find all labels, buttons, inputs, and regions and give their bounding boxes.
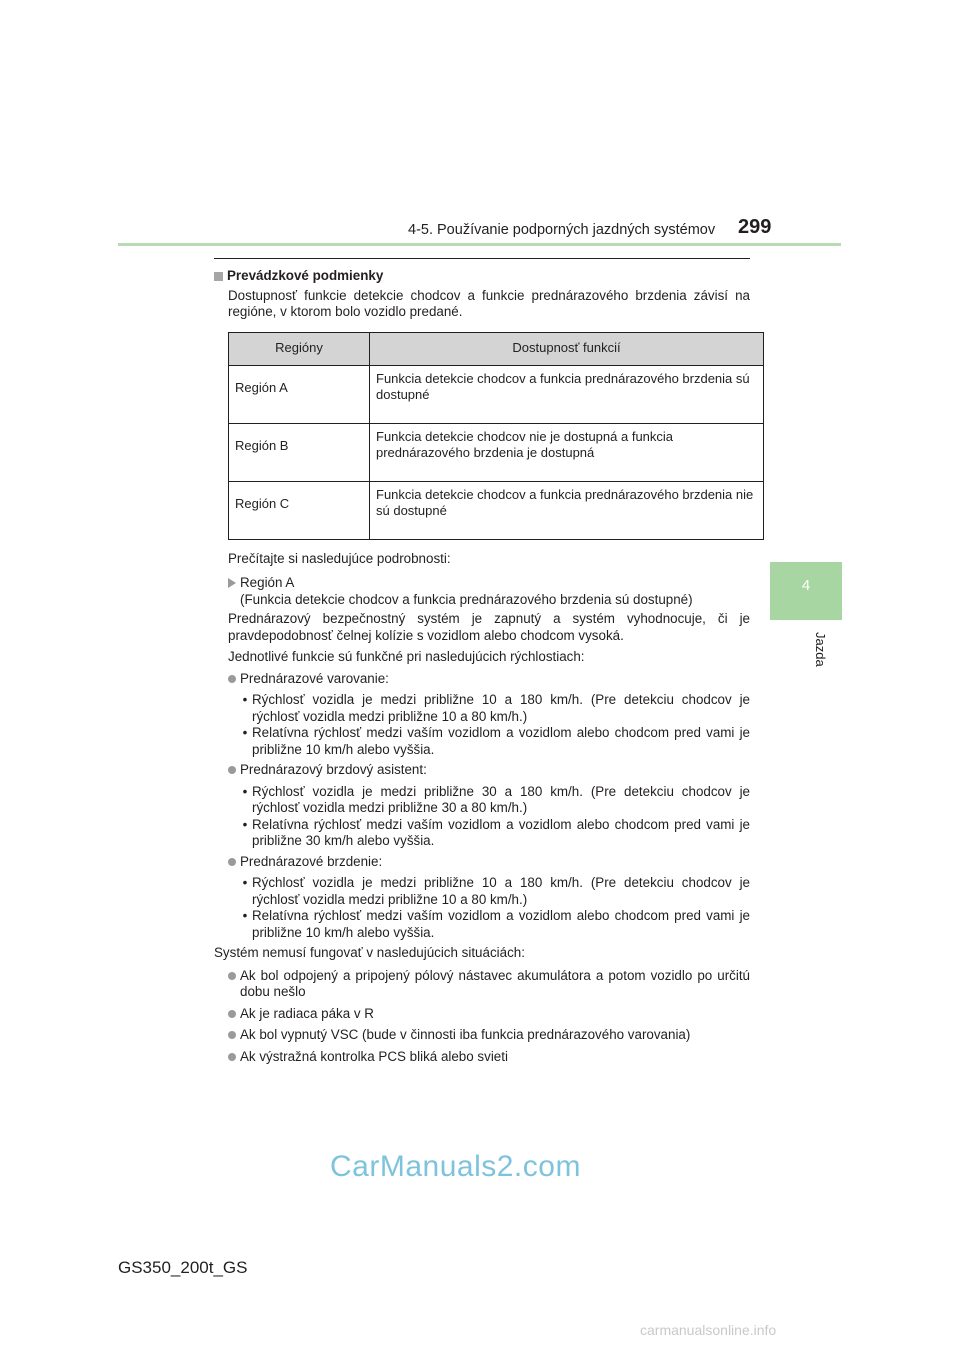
- table-header-availability: Dostupnosť funkcií: [370, 332, 764, 365]
- sub-list-text: Relatívna rýchlosť medzi vaším vozidlom a vozidlom alebo chodcom pred vami je približne 30 km/h alebo vyššia.: [252, 816, 750, 848]
- sub-list-text: Rýchlosť vozidla je medzi približne 10 a 180 km/h. (Pre detekciu chodcov je rýchlosť vozidla medzi približne 10 a 80 km/h.): [252, 875, 750, 907]
- table-cell-region: Región B: [229, 423, 370, 481]
- bullet-dot-icon: [228, 1031, 236, 1039]
- system-paragraph: Prednárazový bezpečnostný systém je zapnutý a systém vyhodnocuje, či je pravdepodobnosť čelnej kolízie s vozidlom alebo chodcom vysoká.: [228, 611, 750, 643]
- bullet-dot-icon: [228, 972, 236, 980]
- bullet-dot-icon: [228, 858, 236, 866]
- table-row: [229, 423, 764, 481]
- list-item: [214, 1006, 750, 1023]
- chapter-label: Jazda: [813, 632, 828, 667]
- table-cell-region: Región A: [229, 365, 370, 423]
- region-a-subtitle: (Funkcia detekcie chodcov a funkcia prednárazového brzdenia sú dostupné): [240, 591, 693, 607]
- table-cell-region: Región C: [229, 481, 370, 539]
- regions-table: [228, 332, 764, 540]
- content-divider: [214, 258, 750, 259]
- list-item: [214, 1049, 750, 1066]
- table-row: [229, 481, 764, 539]
- footer-watermark: carmanualsonline.info: [640, 1322, 777, 1338]
- sub-list-item: • Rýchlosť vozidla je medzi približne 10 a 180 km/h. (Pre detekciu chodcov je rýchlosť vozidla medzi približne 10 a 80 km/h.): [242, 692, 750, 724]
- list-item: [214, 762, 750, 779]
- section-heading: [214, 268, 750, 285]
- sub-list-text: Relatívna rýchlosť medzi vaším vozidlom a vozidlom alebo chodcom pred vami je približne 10 km/h alebo vyššia.: [252, 725, 750, 757]
- bullet-dot-icon: [228, 675, 236, 683]
- sub-list-item: • Relatívna rýchlosť medzi vaším vozidlom a vozidlom alebo chodcom pred vami je približne 10 km/h alebo vyššia.: [242, 908, 750, 940]
- list-item: [214, 1027, 750, 1044]
- situation-text: Ak bol vypnutý VSC (bude v činnosti iba funkcia prednárazového varovania): [240, 1027, 691, 1042]
- list-item: [214, 854, 750, 871]
- sub-list-item: • Relatívna rýchlosť medzi vaším vozidlom a vozidlom alebo chodcom pred vami je približne 30 km/h alebo vyššia.: [242, 816, 750, 848]
- bullet-dot-icon: [228, 1053, 236, 1061]
- list-item: [214, 968, 750, 1001]
- table-header-row: [229, 332, 764, 365]
- arrow-right-icon: [228, 578, 236, 588]
- situation-text: Ak je radiaca páka v R: [240, 1005, 374, 1021]
- not-work-paragraph: Systém nemusí fungovať v nasledujúcich situáciách:: [214, 945, 525, 960]
- chapter-number: 4: [801, 577, 811, 594]
- speeds-paragraph: Jednotlivé funkcie sú funkčné pri nasledujúcich rýchlostiach:: [228, 649, 585, 664]
- function-details: [214, 784, 750, 850]
- main-content: [214, 268, 754, 1070]
- footer-model-code: GS350_200t_GS: [118, 1258, 248, 1277]
- sub-list-text: Rýchlosť vozidla je medzi približne 10 a 180 km/h. (Pre detekciu chodcov je rýchlosť vozidla medzi približne 10 a 80 km/h.): [252, 692, 750, 724]
- function-title: Prednárazový brzdový asistent:: [240, 762, 427, 777]
- function-details: [214, 692, 750, 758]
- square-bullet-icon: [214, 272, 223, 281]
- header-divider: [118, 243, 841, 246]
- function-details: [214, 875, 750, 941]
- situation-text: Ak výstražná kontrolka PCS bliká alebo svieti: [240, 1048, 508, 1064]
- section-title: 4-5. Používanie podporných jazdných systémov: [408, 222, 716, 238]
- sub-list-item: • Relatívna rýchlosť medzi vaším vozidlom a vozidlom alebo chodcom pred vami je približne 10 km/h alebo vyššia.: [242, 725, 750, 757]
- function-title: Prednárazové brzdenie:: [240, 853, 383, 869]
- watermark-logo[interactable]: CarManuals2.com: [330, 1150, 581, 1183]
- page-number: 299: [738, 216, 772, 238]
- situation-text: Ak bol odpojený a pripojený pólový nástavec akumulátora a potom vozidlo po určitú dobu nešlo: [240, 967, 750, 999]
- read-more-text: Prečítajte si nasledujúce podrobnosti:: [228, 550, 451, 566]
- sub-list-text: Relatívna rýchlosť medzi vaším vozidlom a vozidlom alebo chodcom pred vami je približne 10 km/h alebo vyššia.: [252, 908, 750, 940]
- function-title: Prednárazové varovanie:: [240, 670, 389, 686]
- table-cell-availability: Funkcia detekcie chodcov a funkcia prednárazového brzdenia nie sú dostupné: [370, 481, 764, 539]
- region-a-title: Región A: [240, 575, 295, 590]
- list-item: [214, 671, 750, 688]
- table-cell-availability: Funkcia detekcie chodcov a funkcia prednárazového brzdenia sú dostupné: [370, 365, 764, 423]
- sub-list-text: Rýchlosť vozidla je medzi približne 30 a 180 km/h. (Pre detekciu chodcov je rýchlosť vozidla medzi približne 30 a 80 km/h.): [252, 783, 750, 815]
- table-row: [229, 365, 764, 423]
- table-cell-availability: Funkcia detekcie chodcov nie je dostupná a funkcia prednárazového brzdenia je dostupná: [370, 423, 764, 481]
- bullet-dot-icon: [228, 1010, 236, 1018]
- table-header-regions: Regióny: [229, 332, 370, 365]
- sub-list-item: • Rýchlosť vozidla je medzi približne 30 a 180 km/h. (Pre detekciu chodcov je rýchlosť vozidla medzi približne 30 a 80 km/h.): [242, 783, 750, 815]
- section-heading-text: Prevádzkové podmienky: [227, 268, 384, 283]
- sub-list-item: • Rýchlosť vozidla je medzi približne 10 a 180 km/h. (Pre detekciu chodcov je rýchlosť vozidla medzi približne 10 a 80 km/h.): [242, 875, 750, 907]
- region-a-item: [214, 575, 750, 608]
- intro-paragraph: Dostupnosť funkcie detekcie chodcov a funkcie prednárazového brzdenia závisí na regióne, v ktorom bolo vozidlo predané.: [228, 287, 750, 319]
- bullet-dot-icon: [228, 766, 236, 774]
